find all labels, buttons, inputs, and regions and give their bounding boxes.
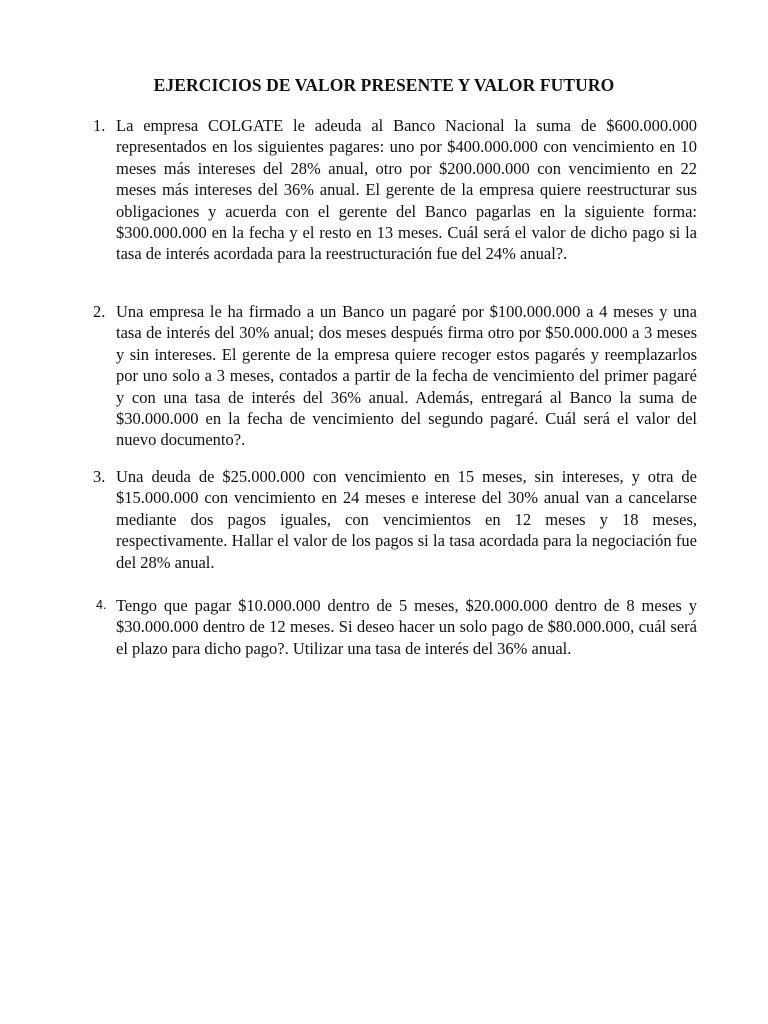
exercise-item bbox=[90, 466, 697, 573]
exercise-item bbox=[90, 301, 697, 451]
exercise-number: 4. bbox=[96, 598, 107, 612]
exercise-number: 1. bbox=[93, 116, 106, 135]
page-title: EJERCICIOS DE VALOR PRESENTE Y VALOR FUTURO bbox=[153, 75, 615, 95]
exercise-text: Una deuda de $25.000.000 con vencimiento en 15 meses, sin intereses, y otra de $15.000.000 con vencimiento en 24 meses e interese del 30% anual van a cancelarse mediante dos pagos iguales, con vencimientos en 12 meses y 18 meses, respectivamente. Hallar el valor de los pagos si la tasa acordada para la negociación fue del 28% anual. bbox=[116, 467, 697, 572]
exercise-text: Tengo que pagar $10.000.000 dentro de 5 meses, $20.000.000 dentro de 8 meses y $30.000.000 dentro de 12 meses. Si deseo hacer un solo pago de $80.000.000, cuál será el plazo para dicho pago?. Utilizar una tasa de interés del 36% anual. bbox=[116, 596, 697, 658]
exercise-number: 3. bbox=[93, 467, 106, 486]
exercise-item bbox=[90, 595, 697, 659]
exercise-item bbox=[90, 115, 697, 265]
exercise-text: Una empresa le ha firmado a un Banco un pagaré por $100.000.000 a 4 meses y una tasa de interés del 30% anual; dos meses después firma otro por $50.000.000 a 3 meses y sin intereses. El gerente de la empresa quiere recoger estos pagarés y reemplazarlos por uno solo a 3 meses, contados a partir de la fecha de vencimiento del primer pagaré y con una tasa de interés del 36% anual. Además, entregará al Banco la suma de $30.000.000 en la fecha de vencimiento del segundo pagaré. Cuál será el valor del nuevo documento?. bbox=[116, 302, 697, 450]
exercise-number: 2. bbox=[93, 302, 106, 321]
exercise-text: La empresa COLGATE le adeuda al Banco Nacional la suma de $600.000.000 representados en los siguientes pagares: uno por $400.000.000 con vencimiento en 10 meses más intereses del 28% anual, otro por $200.000.000 con vencimiento en 22 meses más intereses del 36% anual. El gerente de la empresa quiere reestructurar sus obligaciones y acuerda con el gerente del Banco pagarlas en la siguiente forma: $300.000.000 en la fecha y el resto en 13 meses. Cuál será el valor de dicho pago si la tasa de interés acordada para la reestructuración fue del 24% anual?. bbox=[116, 116, 697, 264]
